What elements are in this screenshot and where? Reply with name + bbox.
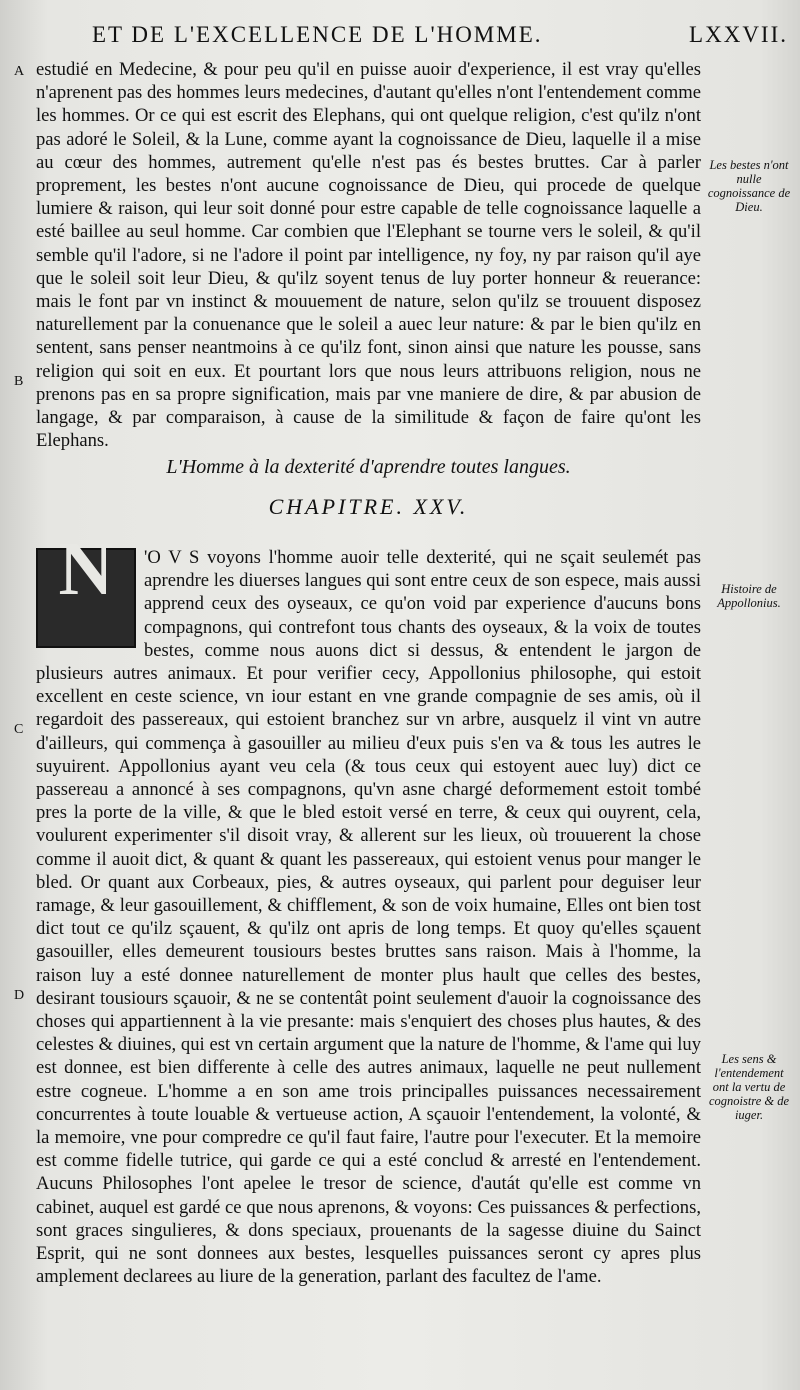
decorated-initial bbox=[36, 527, 136, 648]
paragraph-2-text: 'O V S voyons l'homme auoir telle dexterité, qui ne sçait seulemét pas aprendre les diuerses langues qui sont entre ceux de son espece, mais aussi apprend ceux des oyseaux, ce qu'on void par experience d'aucuns bons compagnons, qui contrefont tous chants des oyseaux, & la voix de toutes bestes, comme nous auons dict si dessus, & entendent le jargon de plusieurs autres animaux. Et pour verifier cecy, Appollonius philosophe, qui estoit excellent en ceste science, vn iour estant en vne grande compagnie de ses amis, où il regardoit des passereaux, qui estoient branchez sur vn arbre, ausquelz il vint vn autre d'ailleurs, qui commença à gasouiller au milieu d'eux puis s'en va & tous les autres le suyuirent. Appollonius ayant veu cela (& tous ceux qui estoyent auec luy) dict ce passereau a annoncé à ses compagnons, qu'vn asne chargé deformement estoit tombé pres la porte de la ville, & que le bled estoit versé en terre, & ceux qui ouyrent, cela, voulurent experimenter s'il disoit vray, & allerent sur les lieux, où trouuerent la chose comme il auoit dict, & quant & quant les passereaux, qui estoient venus pour manger le bled. Or quant aux Corbeaux, pies, & autres oyseaux, qui parlent pour deguiser leur ramage, & leur gasouillement, & chifflement, & son de voix humaine, Elles ont bien tost dict tout ce qu'ilz sçauent, & qu'ilz ont apris de long temps. Et quoy qu'elles sçauent gasouiller, elles demeurent tousiours bestes bruttes sans raison. Mais à l'homme, la raison luy a esté donnee naturellement de monter plus hault que celles des bestes, desirant tousiours sçauoir, & ne se contentât point seulement d'auoir la cognoissance des choses qui appartiennent à la vie presante: mais s'enquiert des choses plus hautes, & des celestes & diuines, qui est vn certain argument que la nature de l'homme, & l'ame qui luy est donnee, est bien differente à celle des autres animaux, laquelle ne peut nullement estre cogneue. L'homme a en son ame trois principalles puissances necessairement concurrentes à toute louable & vertueuse action, A sçauoir l'entendement, la volonté, & la memoire, vne pour compredre ce qu'il faut faire, l'autre pour l'executer. Et la memoire est comme fidelle tutrice, qui garde ce qui a esté conclud & arresté en l'entendement. Aucuns Philosophes l'ont apelee le tresor de science, d'autát qu'elle est comme vn cabinet, auquel est gardé ce que nous aprenons, & voyons: Ces puissances & perfections, sont graces singulieres, & dons speciaux, prouenants de la sagesse diuine du Sainct Esprit, qui ne sont donnees aux bestes, lesquelles puissances seront cy apres plus amplement declarees au liure de la generation, parlant des facultez de l'ame. bbox=[36, 547, 701, 1288]
margin-letter-d: D bbox=[14, 988, 25, 1003]
margin-letter-c: C bbox=[14, 722, 24, 737]
paragraph-2 bbox=[36, 527, 701, 1289]
paragraph-1: estudié en Medecine, & pour peu qu'il en puisse auoir d'experience, il est vray qu'elles n'aprenent pas des hommes leurs medecines, d'autant qu'elles n'ont l'entendement comme les hommes. Or ce qui est escrit des Elephans, qui ont quelque religion, c'est qu'ilz n'ont pas adoré le Soleil, & la Lune, comme ayant la cognoissance de Dieu, laquelle il a mise au cœur des hommes, autrement qu'elle n'est pas és bestes bruttes. Car à parler proprement, les bestes n'ont aucune cognoissance de Dieu, qui procede de quelque lumiere & raison, qui leur soit donné pour estre capable de telle cognoissance laquelle a esté baillee au seul homme. Car combien que l'Elephant se tourne vers le soleil, & qu'il semble qu'il l'adore, si ne l'adore il point par intelligence, ny foy, ny par raison qu'il aye que le soleil soit leur Dieu, & qu'ilz soyent tenus de luy porter honneur & reuerance: mais le font par vn instinct & mouuement de nature, selon qu'ilz se trouuent disposez naturellement par la conuenance que le soleil a auec leur nature: & par le bien qu'ilz en sentent, sans penser neantmoins à ce qu'ilz font, sinon ainsi que nature les pousse, sans religion qui soit en eux. Et pourtant lors que nous leurs attribuons religion, nous ne prenons pas en sa propre signification, mais par vne maniere de dire, & par abusion de langage, & par comparaison, à cause de la similitude & façon de faire qu'ont les Elephans. bbox=[36, 59, 701, 452]
margin-letter-b: B bbox=[14, 374, 24, 389]
margin-note-3: Les sens & l'entendement ont la vertu de cognoistre & de iuger. bbox=[708, 1052, 790, 1122]
chapter-heading: CHAPITRE. XXV. bbox=[268, 494, 469, 519]
running-title: ET DE L'EXCELLENCE DE L'HOMME. bbox=[92, 22, 543, 47]
margin-note-2: Histoire de Appollonius. bbox=[717, 582, 781, 610]
margin-note-1: Les bestes n'ont nulle cognoissance de Dieu. bbox=[707, 158, 791, 214]
folio-number: LXXVII. bbox=[689, 22, 788, 47]
margin-letter-a: A bbox=[14, 64, 25, 79]
running-header bbox=[92, 22, 788, 54]
initial-letter: N bbox=[58, 527, 114, 611]
section-title: L'Homme à la dexterité d'aprendre toutes langues. bbox=[166, 456, 571, 478]
